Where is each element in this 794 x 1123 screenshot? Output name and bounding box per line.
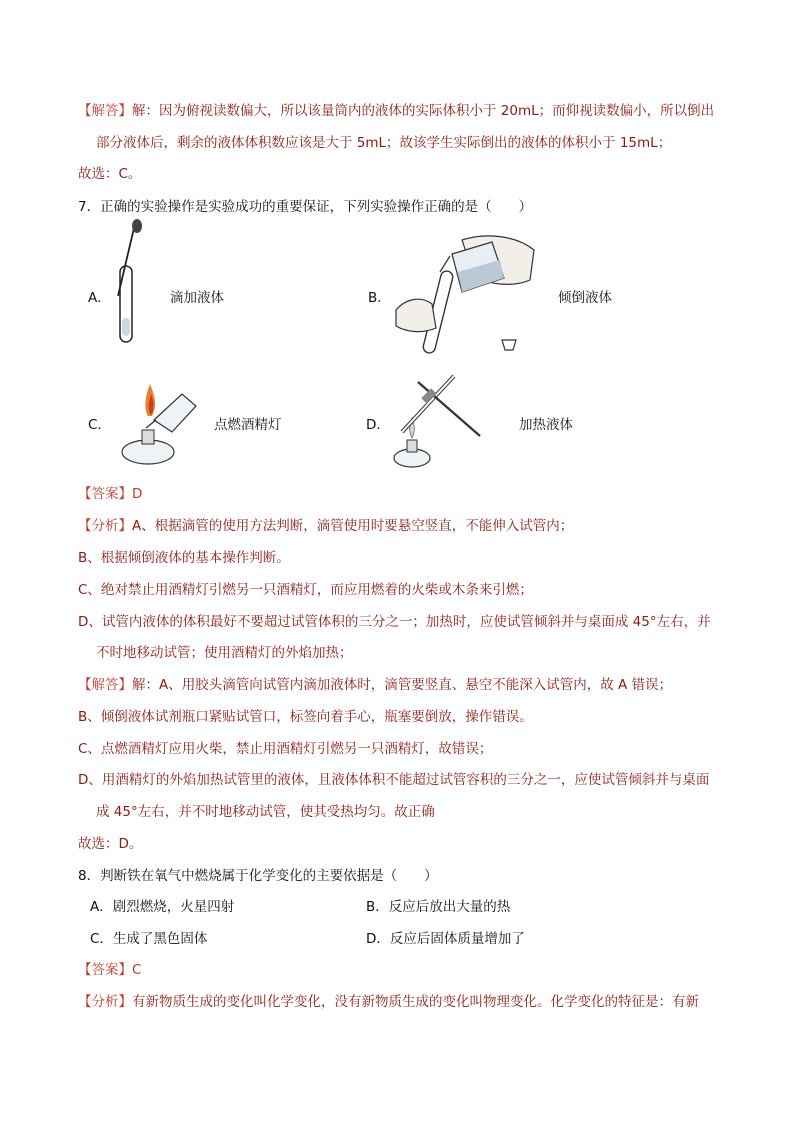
q8-option-b: B．反应后放出大量的热	[366, 899, 511, 915]
lighting-lamp-image	[112, 380, 202, 470]
q8-option-c: C．生成了黑色固体	[90, 931, 208, 947]
q7-option-a-letter: A．	[88, 290, 111, 306]
solution-tag: 【解答】	[78, 677, 132, 693]
pouring-liquid-image	[392, 232, 542, 362]
q7-option-d-label: 加热液体	[519, 417, 573, 433]
q7-final-answer: 故选：D。	[78, 836, 143, 852]
q7-answer: 【答案】D	[78, 486, 143, 502]
q7-option-c-letter: C．	[88, 417, 111, 433]
q7-stem: 7．正确的实验操作是实验成功的重要保证，下列实验操作正确的是（ ）	[78, 199, 533, 215]
q8-stem: 8．判断铁在氧气中燃烧属于化学变化的主要依据是（ ）	[78, 868, 438, 884]
answer-tag: 【答案】	[78, 486, 132, 502]
q7-solution-line3: C、点燃酒精灯应用火柴，禁止用酒精灯引燃另一只酒精灯，故错误；	[78, 741, 493, 757]
q7-option-a-label-text: 滴加液体	[170, 290, 224, 306]
q8-option-a: A．剧烈燃烧，火星四射	[90, 899, 235, 915]
q7-analysis-line2: B、根据倾倒液体的基本操作判断。	[78, 550, 290, 566]
q7-analysis-line3: C、绝对禁止用酒精灯引燃另一只酒精灯，而应用燃着的火柴或木条来引燃；	[78, 582, 533, 598]
q8-option-d: D．反应后固体质量增加了	[366, 931, 525, 947]
q6-solution-line1: 【解答】解：因为俯视读数偏大，所以该量筒内的液体的实际体积小于 20mL；而仰视读数偏小，所以倒出	[78, 103, 715, 119]
dropper-test-tube-image	[110, 218, 160, 348]
q7-option-c-label: 点燃酒精灯	[214, 417, 282, 433]
solution-tag: 【解答】	[78, 103, 132, 119]
q6-solution-line2: 部分液体后，剩余的液体体积数应该是大于 5mL；故该学生实际倒出的液体的体积小于 15mL；	[96, 135, 672, 151]
q7-solution-line2: B、倾倒液体试剂瓶口紧贴试管口，标签向着手心，瓶塞要倒放，操作错误。	[78, 709, 533, 725]
analysis-tag: 【分析】	[78, 518, 132, 534]
q7-analysis-line1: 【分析】A、根据滴管的使用方法判断，滴管使用时要悬空竖直，不能伸入试管内；	[78, 518, 574, 534]
q7-solution-line5: 成 45°左右，并不时地移动试管，使其受热均匀。故正确	[96, 804, 435, 820]
q7-analysis-line5: 不时地移动试管；使用酒精灯的外焰加热；	[96, 645, 353, 661]
q7-option-b-letter: B．	[368, 290, 391, 306]
q8-analysis: 【分析】有新物质生成的变化叫化学变化，没有新物质生成的变化叫物理变化。化学变化的特征是：有新	[78, 994, 699, 1010]
q7-option-d-letter: D．	[366, 417, 390, 433]
q8-answer: 【答案】C	[78, 962, 142, 978]
analysis-tag: 【分析】	[78, 994, 132, 1010]
q7-option-b-label: 倾倒液体	[558, 290, 612, 306]
q7-analysis-line4: D、试管内液体的体积最好不要超过试管体积的三分之一；加热时，应使试管倾斜并与桌面成 45°左右，并	[78, 614, 711, 630]
q7-solution-line1: 【解答】解：A、用胶头滴管向试管内滴加液体时，滴管要竖直、悬空不能深入试管内，故 A 错误；	[78, 677, 673, 693]
answer-tag: 【答案】	[78, 962, 132, 978]
heating-liquid-image	[388, 372, 488, 476]
q6-answer: 故选：C。	[78, 166, 142, 182]
q7-solution-line4: D、用酒精灯的外焰加热试管里的液体，且液体体积不能超过试管容积的三分之一，应使试管倾斜并与桌面	[78, 772, 710, 788]
